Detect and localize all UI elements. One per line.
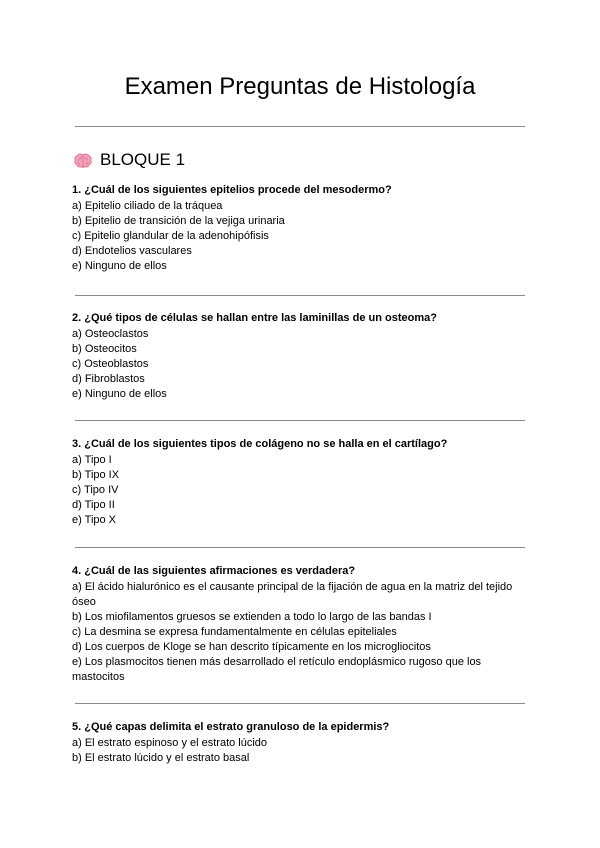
page-title: Examen Preguntas de Histología bbox=[124, 73, 476, 100]
question-block bbox=[72, 183, 532, 274]
answer-option: a) El ácido hialurónico es el causante principal de la fijación de agua en la matriz del tejido óseo bbox=[72, 581, 513, 608]
question-text: 2. ¿Qué tipos de células se hallan entre las laminillas de un osteoma? bbox=[72, 312, 437, 324]
question-text: 4. ¿Cuál de las siguientes afirmaciones es verdadera? bbox=[72, 565, 356, 577]
answer-option: e) Tipo X bbox=[72, 514, 117, 526]
answer-option: b) Epitelio de transición de la vejiga urinaria bbox=[72, 215, 285, 227]
divider bbox=[75, 126, 525, 127]
answer-option: e) Ninguno de ellos bbox=[72, 260, 167, 272]
question-block bbox=[72, 437, 532, 528]
answer-option: c) La desmina se expresa fundamentalmente en células epiteliales bbox=[72, 626, 397, 638]
brain-icon bbox=[74, 152, 92, 168]
answer-option: e) Ninguno de ellos bbox=[72, 388, 167, 400]
question-text: 1. ¿Cuál de los siguientes epitelios procede del mesodermo? bbox=[72, 184, 392, 196]
answer-option: a) El estrato espinoso y el estrato lúcido bbox=[72, 737, 268, 749]
answer-option: b) Tipo IX bbox=[72, 469, 120, 481]
answer-option: a) Tipo I bbox=[72, 454, 112, 466]
question-text: 5. ¿Qué capas delimita el estrato granuloso de la epidermis? bbox=[72, 721, 390, 733]
answer-option: d) Fibroblastos bbox=[72, 373, 145, 385]
answer-option: d) Los cuerpos de Kloge se han descrito típicamente en los microgliocitos bbox=[72, 641, 431, 653]
divider bbox=[75, 547, 525, 548]
divider bbox=[75, 295, 525, 296]
divider bbox=[75, 420, 525, 421]
answer-option: e) Los plasmocitos tienen más desarrollado el retículo endoplásmico rugoso que los mastocitos bbox=[72, 656, 482, 683]
answer-option: b) Osteocitos bbox=[72, 343, 137, 355]
answer-option: b) El estrato lúcido y el estrato basal bbox=[72, 752, 250, 764]
section-heading bbox=[74, 148, 185, 172]
question-block bbox=[72, 564, 532, 685]
answer-option: b) Los miofilamentos gruesos se extienden a todo lo largo de las bandas I bbox=[72, 611, 432, 623]
answer-option: c) Osteoblastos bbox=[72, 358, 149, 370]
answer-option: d) Tipo II bbox=[72, 499, 115, 511]
answer-option: a) Osteoclastos bbox=[72, 328, 149, 340]
answer-option: c) Tipo IV bbox=[72, 484, 119, 496]
answer-option: a) Epitelio ciliado de la tráquea bbox=[72, 200, 223, 212]
answer-option: d) Endotelios vasculares bbox=[72, 245, 192, 257]
answer-option: c) Epitelio glandular de la adenohipófisis bbox=[72, 230, 269, 242]
divider bbox=[75, 703, 525, 704]
question-text: 3. ¿Cuál de los siguientes tipos de colágeno no se halla en el cartílago? bbox=[72, 438, 448, 450]
question-block bbox=[72, 720, 532, 766]
question-block bbox=[72, 311, 532, 402]
section-label: BLOQUE 1 bbox=[100, 150, 186, 169]
